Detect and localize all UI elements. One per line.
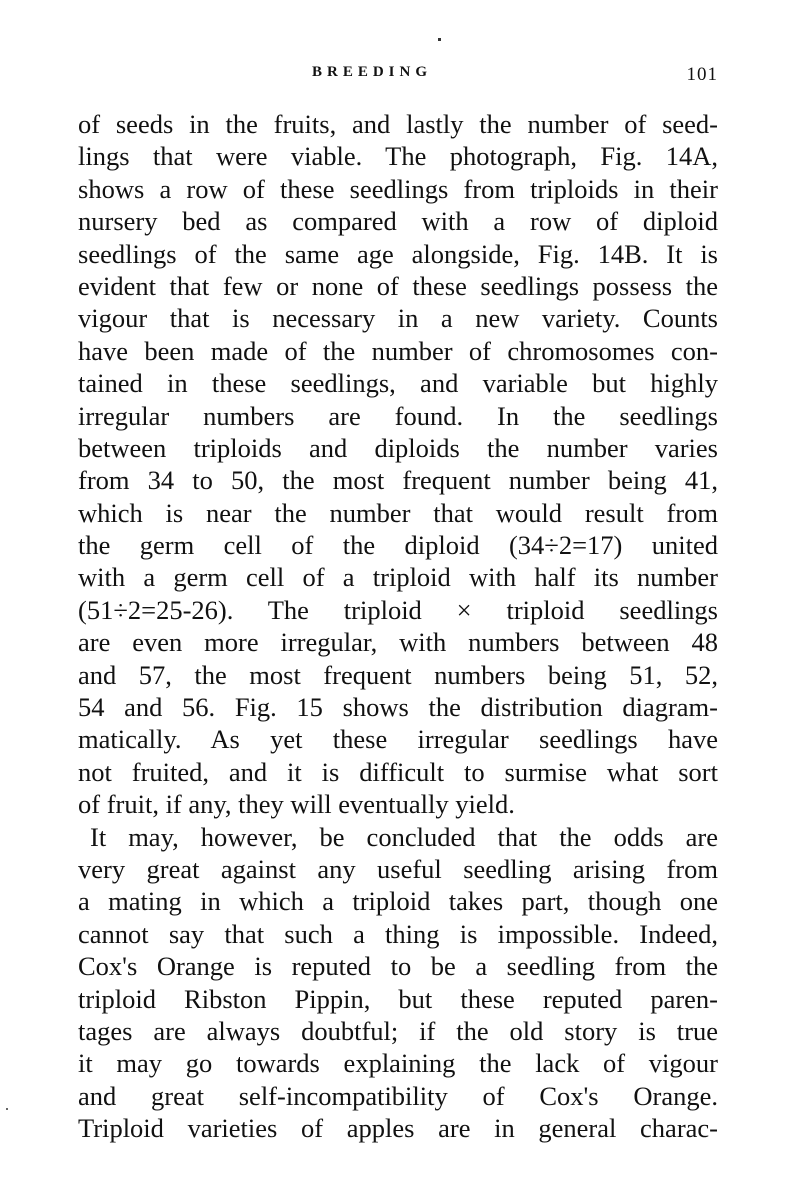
text-line: between triploids and diploids the number varies [78, 432, 718, 463]
text-line: tages are always doubtful; if the old story is true [78, 1015, 718, 1046]
text-line: it may go towards explaining the lack of vigour [78, 1048, 718, 1079]
text-line: Triploid varieties of apples are in general charac- [78, 1113, 718, 1144]
page-number: 101 [686, 64, 718, 85]
text-line: matically. As yet these irregular seedlings have [78, 724, 718, 755]
text-line: tained in these seedlings, and variable but highly [78, 368, 718, 399]
text-line: nursery bed as compared with a row of diploid [78, 206, 718, 237]
text-line: have been made of the number of chromosomes con- [78, 335, 718, 366]
text-line: with a germ cell of a triploid with half its number [78, 562, 718, 593]
scan-speck [438, 38, 441, 41]
text-line: cannot say that such a thing is impossible. Indeed, [78, 918, 718, 949]
text-line: the germ cell of the diploid (34÷2=17) united [78, 530, 718, 561]
text-line: of seeds in the fruits, and lastly the number of seed- [78, 109, 718, 139]
text-line: Cox's Orange is reputed to be a seedling from the [78, 951, 718, 982]
text-line: lings that were viable. The photograph, Fig. 14A, [78, 141, 718, 172]
chapter-title: BREEDING [312, 64, 433, 80]
text-line: very great against any useful seedling arising from [78, 853, 718, 884]
text-line: are even more irregular, with numbers between 48 [78, 627, 718, 658]
text-line: and 57, the most frequent numbers being 51, 52, [78, 659, 718, 690]
running-header [0, 64, 800, 88]
text-line: shows a row of these seedlings from triploids in their [78, 173, 718, 204]
text-line: seedlings of the same age alongside, Fig. 14B. It is [78, 238, 718, 269]
text-line: 54 and 56. Fig. 15 shows the distribution diagram- [78, 692, 718, 723]
text-line: (51÷2=25-26). The triploid × triploid seedlings [78, 594, 718, 625]
paragraph [78, 108, 718, 821]
text-line: which is near the number that would result from [78, 497, 718, 528]
text-line: vigour that is necessary in a new variety. Counts [78, 303, 718, 334]
text-line: and great self-incompatibility of Cox's Orange. [78, 1080, 718, 1111]
text-line: of fruit, if any, they will eventually yield. [78, 789, 515, 820]
paragraph [78, 821, 718, 1145]
text-line: triploid Ribston Pippin, but these reputed paren- [78, 983, 718, 1014]
scan-speck [6, 1108, 8, 1110]
text-line: irregular numbers are found. In the seedlings [78, 400, 718, 431]
text-line: It may, however, be concluded that the odds are [90, 821, 718, 852]
text-line: evident that few or none of these seedlings possess the [78, 270, 718, 301]
text-line: from 34 to 50, the most frequent number being 41, [78, 465, 718, 496]
body-text [78, 108, 718, 1145]
text-line: not fruited, and it is difficult to surmise what sort [78, 756, 718, 787]
text-line: a mating in which a triploid takes part, though one [78, 886, 718, 917]
